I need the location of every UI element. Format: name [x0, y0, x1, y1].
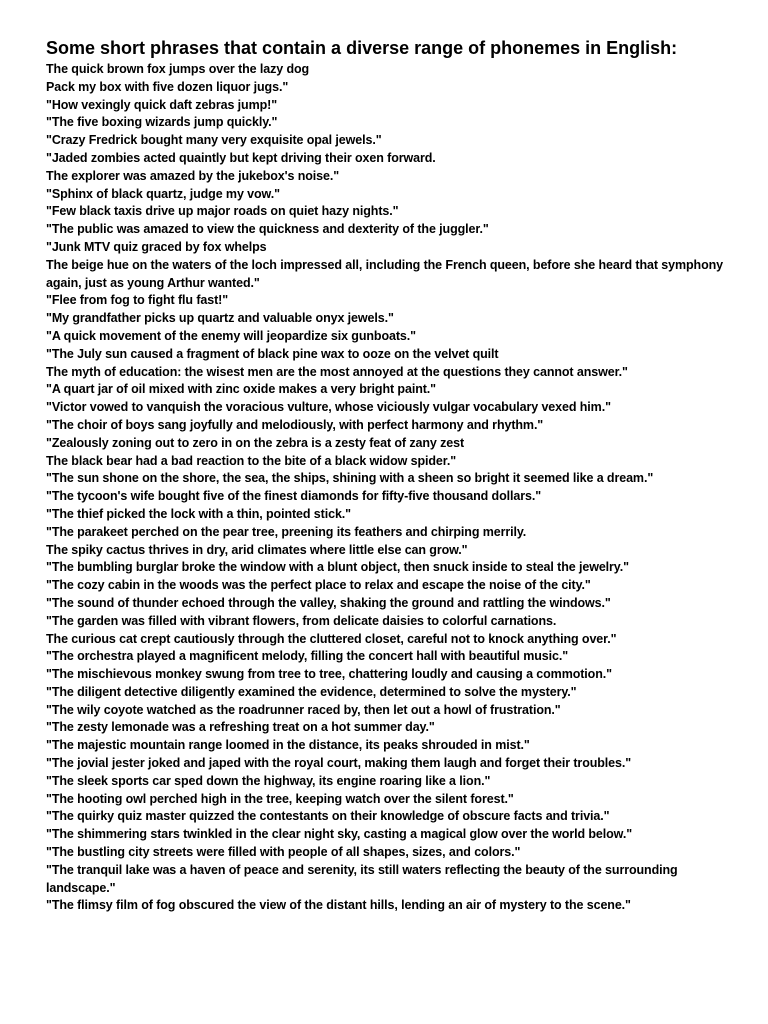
phrase-line: "The cozy cabin in the woods was the perfect place to relax and escape the noise of the city.": [46, 578, 591, 593]
phrase-line: The spiky cactus thrives in dry, arid climates where little else can grow.": [46, 542, 468, 557]
phrase-line: "The orchestra played a magnificent melody, filling the concert hall with beautiful music.": [46, 649, 569, 664]
phrase-line: "The diligent detective diligently examined the evidence, determined to solve the mystery.": [46, 684, 577, 699]
phrase-line: The quick brown fox jumps over the lazy dog: [46, 62, 310, 76]
phrase-line: "The hooting owl perched high in the tree, keeping watch over the silent forest.": [46, 791, 514, 806]
phrase-line: "The jovial jester joked and japed with the royal court, making them laugh and forget their troubles.": [46, 756, 632, 771]
phrase-line: "The quirky quiz master quizzed the contestants on their knowledge of obscure facts and trivia.": [46, 809, 610, 824]
document-title: Some short phrases that contain a diverse range of phonemes in English:: [46, 38, 678, 58]
phrase-line: The myth of education: the wisest men are the most annoyed at the questions they cannot answer.": [46, 364, 628, 379]
phrase-line: "Crazy Fredrick bought many very exquisite opal jewels.": [46, 133, 382, 148]
phrase-line: "Zealously zoning out to zero in on the zebra is a zesty feat of zany zest: [46, 435, 465, 450]
phrase-line: "The wily coyote watched as the roadrunner raced by, then let out a howl of frustration.": [46, 702, 561, 717]
phrase-line: "A quart jar of oil mixed with zinc oxide makes a very bright paint.": [46, 382, 436, 397]
phrase-line: "The bumbling burglar broke the window with a blunt object, then snuck inside to steal the jewelry.": [46, 560, 629, 575]
document-page: [46, 36, 746, 915]
phrase-line: "The shimmering stars twinkled in the clear night sky, casting a magical glow over the world below.": [46, 827, 633, 842]
phrase-line: "Flee from fog to fight flu fast!": [46, 293, 229, 308]
phrase-line: "The sound of thunder echoed through the valley, shaking the ground and rattling the windows.": [46, 595, 611, 610]
phrase-line: The explorer was amazed by the jukebox's noise.": [46, 168, 340, 183]
phrase-line: "The thief picked the lock with a thin, pointed stick.": [46, 506, 351, 521]
phrase-line: "The zesty lemonade was a refreshing treat on a hot summer day.": [46, 720, 435, 735]
phrase-line: "My grandfather picks up quartz and valuable onyx jewels.": [46, 311, 394, 326]
phrase-line: "The sun shone on the shore, the sea, the ships, shining with a sheen so bright it seemed like a dream.": [46, 471, 654, 486]
phrase-line: "How vexingly quick daft zebras jump!": [46, 97, 278, 112]
phrase-line: "The flimsy film of fog obscured the view of the distant hills, lending an air of mystery to the scene.": [46, 898, 631, 913]
phrase-line: The curious cat crept cautiously through the cluttered closet, careful not to knock anything over.": [46, 631, 617, 646]
phrase-line: "A quick movement of the enemy will jeopardize six gunboats.": [46, 328, 416, 343]
phrase-line: "The mischievous monkey swung from tree to tree, chattering loudly and causing a commotion.": [46, 667, 612, 682]
phrase-line: "The five boxing wizards jump quickly.": [46, 115, 278, 130]
phrase-line: "The majestic mountain range loomed in the distance, its peaks shrouded in mist.": [46, 738, 530, 753]
phrase-line: "The tranquil lake was a haven of peace and serenity, its still waters reflecting the beauty of the surrounding landscape.": [46, 862, 678, 895]
phrase-line: "The choir of boys sang joyfully and melodiously, with perfect harmony and rhythm.": [46, 417, 544, 432]
phrase-line: "The sleek sports car sped down the highway, its engine roaring like a lion.": [46, 773, 491, 788]
phrase-line: The beige hue on the waters of the loch impressed all, including the French queen, before she heard that symphony again, just as young Arthur wanted.": [46, 257, 724, 290]
phrase-line: "The garden was filled with vibrant flowers, from delicate daisies to colorful carnations.: [46, 613, 557, 628]
phrase-line: "Sphinx of black quartz, judge my vow.": [46, 186, 280, 201]
phrase-line: "The bustling city streets were filled with people of all shapes, sizes, and colors.": [46, 845, 521, 860]
phrase-line: "Jaded zombies acted quaintly but kept driving their oxen forward.: [46, 150, 436, 165]
phrase-line: The black bear had a bad reaction to the bite of a black widow spider.": [46, 453, 457, 468]
phrase-line: "The July sun caused a fragment of black pine wax to ooze on the velvet quilt: [46, 346, 499, 361]
phrase-line: Pack my box with five dozen liquor jugs.": [46, 79, 289, 94]
phrase-line: "Junk MTV quiz graced by fox whelps: [46, 239, 267, 254]
phrase-line: "The public was amazed to view the quickness and dexterity of the juggler.": [46, 222, 489, 237]
phrase-list: [46, 61, 746, 915]
phrase-line: "The tycoon's wife bought five of the finest diamonds for fifty-five thousand dollars.": [46, 489, 542, 504]
phrase-line: "Victor vowed to vanquish the voracious vulture, whose viciously vulgar vocabulary vexed him.": [46, 400, 611, 415]
phrase-line: "Few black taxis drive up major roads on quiet hazy nights.": [46, 204, 399, 219]
phrase-line: "The parakeet perched on the pear tree, preening its feathers and chirping merrily.: [46, 524, 527, 539]
